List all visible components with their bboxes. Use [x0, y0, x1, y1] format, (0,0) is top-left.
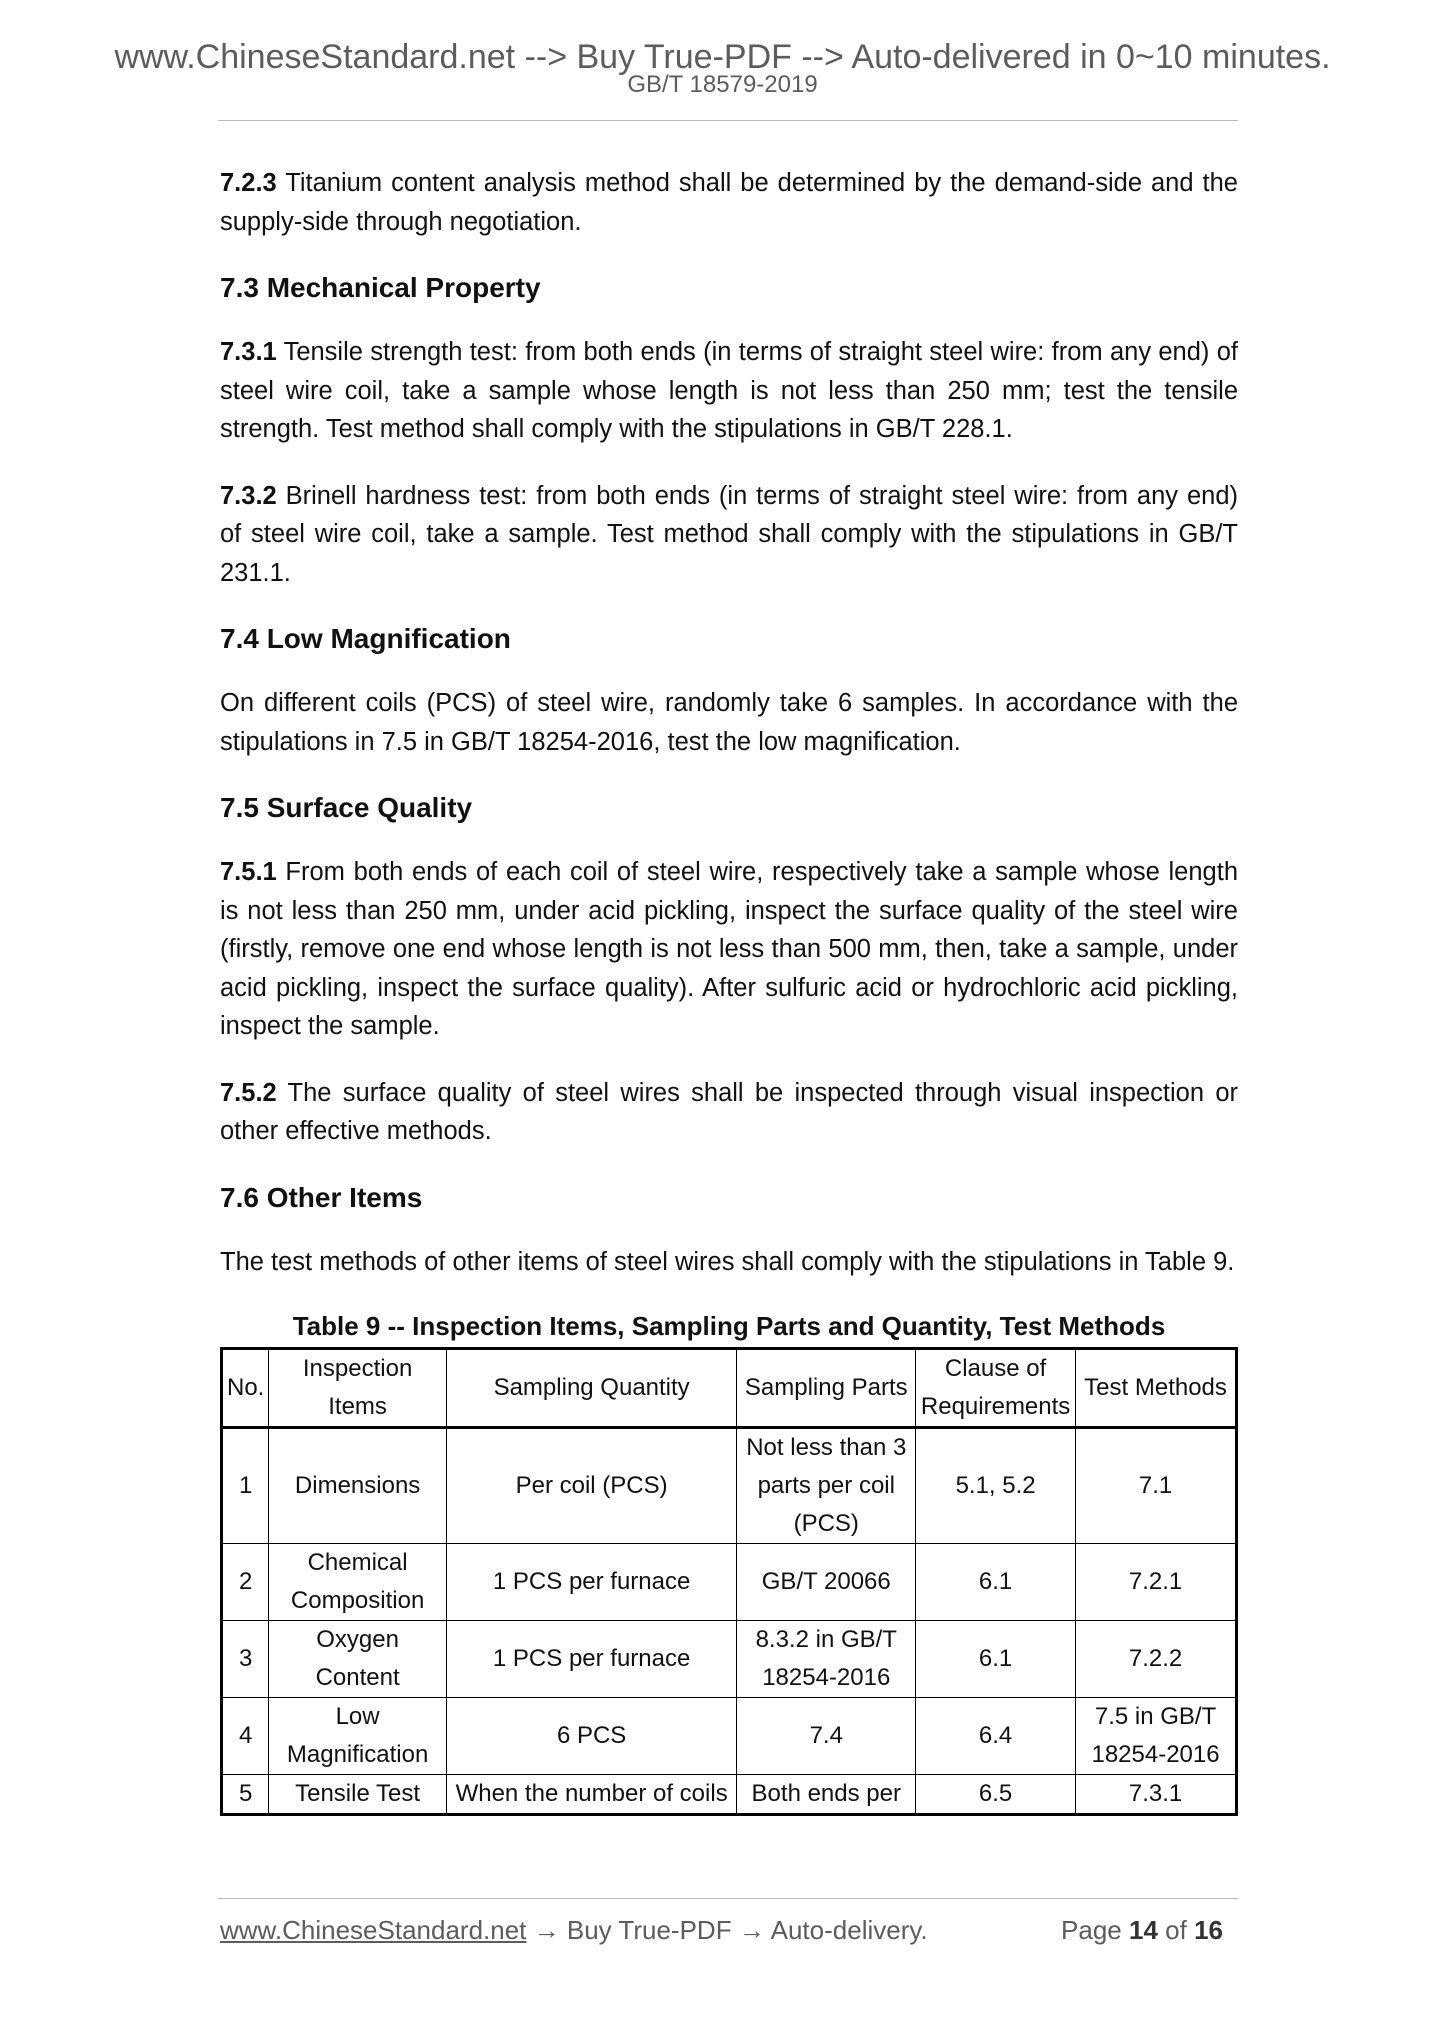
page-label: Page	[1061, 1915, 1122, 1945]
table-cell: 1	[222, 1428, 269, 1544]
table-cell: 4	[222, 1698, 269, 1775]
table-header-row	[222, 1349, 1237, 1428]
table-cell: 5	[222, 1775, 269, 1815]
clause-number: 7.3.1	[220, 338, 277, 366]
paragraph-text: On different coils (PCS) of steel wire, randomly take 6 samples. In accordance with the stipulations in 7.5 in GB/T 18254-2016, test the low magnification.	[220, 689, 1238, 756]
table-header-cell: No.	[222, 1349, 269, 1428]
table-cell: 8.3.2 in GB/T 18254-2016	[737, 1621, 916, 1698]
page-number	[1061, 1915, 1223, 1946]
footer-site-link[interactable]: www.ChineseStandard.net	[220, 1915, 527, 1945]
arrow-icon: →	[533, 1915, 560, 1945]
section-heading: 7.6 Other Items	[220, 1181, 423, 1213]
table-title: Table 9 -- Inspection Items, Sampling Parts and Quantity, Test Methods	[292, 1311, 1166, 1341]
clause-number: 7.3.2	[220, 481, 277, 510]
table-cell: 7.2.1	[1076, 1544, 1237, 1621]
table-cell: 7.3.1	[1076, 1775, 1237, 1815]
paragraph	[220, 853, 1238, 1046]
table-row	[222, 1621, 1237, 1698]
table-cell: Low Magnification	[269, 1698, 446, 1775]
table-row	[222, 1698, 1237, 1775]
footer-buy-text: Buy True-PDF	[566, 1915, 732, 1945]
table-cell: 6.1	[916, 1621, 1076, 1698]
paragraph	[220, 684, 1238, 761]
table-cell: Chemical Composition	[269, 1544, 446, 1621]
footer-auto-text: Auto-delivery.	[770, 1915, 928, 1945]
table-cell: 7.1	[1076, 1428, 1237, 1544]
table-cell: Oxygen Content	[269, 1621, 446, 1698]
inspection-table	[220, 1347, 1238, 1816]
paragraph-text: From both ends of each coil of steel wire, respectively take a sample whose length is not less than 250 mm, under acid pickling, inspect the surface quality of the steel wire (firstly, remove one end whose length is not less than 500 mm, then, take a sample, under acid pickling, inspect the surface quality). After sulfuric acid or hydrochloric acid pickling, inspect the sample.	[220, 858, 1238, 1040]
paragraph	[220, 477, 1238, 593]
page-total: 16	[1194, 1915, 1223, 1945]
table-cell: 6.1	[916, 1544, 1076, 1621]
body-flow	[220, 164, 1238, 1281]
table-header-cell: Sampling Parts	[737, 1349, 916, 1428]
table-row	[222, 1544, 1237, 1621]
table-cell: Per coil (PCS)	[446, 1428, 737, 1544]
arrow-icon: →	[738, 1915, 765, 1945]
paragraph	[220, 1074, 1238, 1151]
table-cell: Both ends per	[737, 1775, 916, 1815]
table-header-cell: Test Methods	[1076, 1349, 1237, 1428]
table-cell: 7.4	[737, 1698, 916, 1775]
table-cell: 7.5 in GB/T 18254-2016	[1076, 1698, 1237, 1775]
table-row	[222, 1775, 1237, 1815]
document-body	[220, 164, 1238, 1816]
paragraph	[220, 164, 1238, 241]
paragraph-text: Titanium content analysis method shall be determined by the demand-side and the supply-side through negotiation.	[220, 169, 1238, 236]
table-cell: 6 PCS	[446, 1698, 737, 1775]
table-cell: Tensile Test	[269, 1775, 446, 1815]
clause-number: 7.5.1	[220, 858, 277, 886]
table-cell: When the number of coils	[446, 1775, 737, 1815]
table-header-cell: Clause of Requirements	[916, 1349, 1076, 1428]
page-current: 14	[1129, 1915, 1158, 1945]
table-cell: 5.1, 5.2	[916, 1428, 1076, 1544]
table-cell: Dimensions	[269, 1428, 446, 1544]
top-banner: www.ChineseStandard.net --> Buy True-PDF --> Auto-delivered in 0~10 minutes.	[114, 38, 1331, 76]
table-cell: 7.2.2	[1076, 1621, 1237, 1698]
paragraph-text: Brinell hardness test: from both ends (in terms of straight steel wire: from any end) of steel wire coil, take a sample. Test method shall comply with the stipulations in GB/T 231.1.	[220, 481, 1238, 587]
table-cell: 6.5	[916, 1775, 1076, 1815]
table-cell: 3	[222, 1621, 269, 1698]
footer-left	[220, 1915, 928, 1946]
table-cell: 2	[222, 1544, 269, 1621]
table-cell: GB/T 20066	[737, 1544, 916, 1621]
standard-code: GB/T 18579-2019	[627, 71, 818, 98]
clause-number: 7.5.2	[220, 1078, 277, 1107]
table-cell: 6.4	[916, 1698, 1076, 1775]
header-divider	[218, 120, 1238, 121]
clause-number: 7.2.3	[220, 169, 277, 197]
paragraph	[220, 333, 1238, 449]
table-cell: Not less than 3 parts per coil (PCS)	[737, 1428, 916, 1544]
table-body	[222, 1428, 1237, 1815]
paragraph-text: The test methods of other items of steel wires shall comply with the stipulations in Table 9.	[220, 1247, 1235, 1276]
section-heading: 7.5 Surface Quality	[220, 792, 473, 823]
paragraph-text: The surface quality of steel wires shall be inspected through visual inspection or other effective methods.	[220, 1078, 1238, 1145]
section-heading: 7.3 Mechanical Property	[220, 272, 541, 303]
table-header-cell: Sampling Quantity	[446, 1349, 737, 1428]
table-header-cell: Inspection Items	[269, 1349, 446, 1428]
table-row	[222, 1428, 1237, 1544]
section-heading: 7.4 Low Magnification	[220, 623, 511, 654]
paragraph	[220, 1243, 1238, 1282]
of-label: of	[1165, 1915, 1187, 1945]
paragraph-text: Tensile strength test: from both ends (in terms of straight steel wire: from any end) of steel wire coil, take a sample whose length is not less than 250 mm; test the tensile strength. Test method shall comply with the stipulations in GB/T 228.1.	[220, 338, 1238, 443]
table-cell: 1 PCS per furnace	[446, 1544, 737, 1621]
footer-divider	[218, 1898, 1238, 1899]
table-cell: 1 PCS per furnace	[446, 1621, 737, 1698]
